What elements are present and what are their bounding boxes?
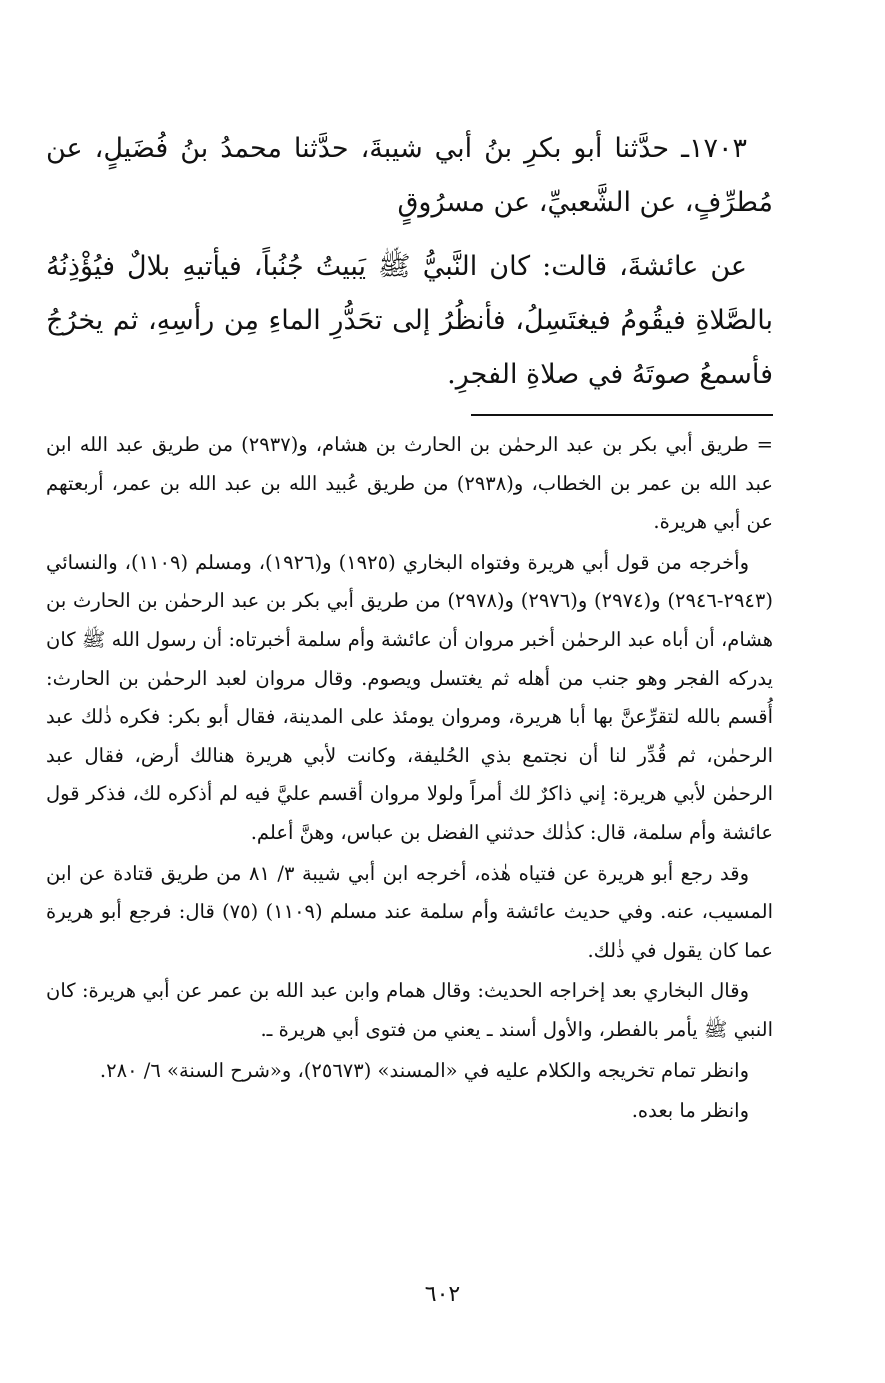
footnotes bbox=[46, 426, 773, 1131]
hadith-text bbox=[46, 122, 773, 402]
footnote-paragraph: وانظر ما بعده. bbox=[631, 1099, 749, 1123]
footnote-divider bbox=[471, 414, 773, 416]
footnote-paragraph: وقد رجع أبو هريرة عن فتياه هٰذه، أخرجه ابن أبي شيبة ٣/ ٨١ من طريق قتادة عن ابن المسيب، عنه. وفي حديث عائشة وأم سلمة عند مسلم (١١٠٩) (٧٥) قال: فرجع أبو هريرة عما كان يقول في ذٰلك. bbox=[46, 861, 774, 962]
footnote-paragraph: وأخرجه من قول أبي هريرة وفتواه البخاري (١٩٢٥) و(١٩٢٦)، ومسلم (١١٠٩)، والنسائي (٢٩٤٣-٢٩٤٦) و(٢٩٧٤) و(٢٩٧٦) و(٢٩٧٨) من طريق أبي بكر بن عبد الرحمٰن بن الحارث بن هشام، أن أباه عبد الرحمٰن أخبر مروان أن عائشة وأم سلمة أخبرتاه: أن رسول الله ﷺ كان يدركه الفجر وهو جنب من أهله ثم يغتسل ويصوم. وقال مروان لعبد الرحمٰن بن الحارث: أُقسم بالله لتقرِّعنَّ بها أبا هريرة، ومروان يومئذ على المدينة، فقال أبو بكر: فكره ذٰلك عبد الرحمٰن، ثم قُدِّر لنا أن نجتمع بذي الحُليفة، وكانت لأبي هريرة هنالك أرض، فقال عبد الرحمٰن لأبي هريرة: إني ذاكرٌ لك أمراً ولولا مروان أقسم عليَّ فيه لم أذكره لك، فذكر قول عائشة وأم سلمة، قال: كذٰلك حدثني الفضل بن عباس، وهنَّ أعلم. bbox=[46, 550, 773, 844]
footnote-paragraph: = طريق أبي بكر بن عبد الرحمٰن بن الحارث بن هشام، و(٢٩٣٧) من طريق عبد الله ابن عبد الله بن عمر بن الخطاب، و(٢٩٣٨) من طريق عُبيد الله بن عبد الله بن عمر، أربعتهم عن أبي هريرة. bbox=[46, 433, 774, 534]
hadith-matn: عن عائشةَ، قالت: كان النَّبيُّ ﷺ يَبيتُ جُنُباً، فيأتيهِ بلالٌ فيُؤْذِنُهُ بالصَّلاةِ فيقُومُ فيغتَسِلُ، فأنظُرُ إلى تحَدُّرِ الماءِ مِن رأسِهِ، ثم يخرُجُ فأسمعُ صوتَهُ في صلاةِ الفجرِ. bbox=[46, 251, 773, 390]
page-number: ٦٠٢ bbox=[424, 1282, 461, 1307]
hadith-isnad: ١٧٠٣ـ حدَّثنا أبو بكرِ بنُ أبي شيبةَ، حدَّثنا محمدُ بنُ فُضَيلٍ، عن مُطرِّفٍ، عن الشَّعبيِّ، عن مسرُوقٍ bbox=[46, 133, 773, 218]
page-body bbox=[46, 122, 773, 1133]
footnote-paragraph: وانظر تمام تخريجه والكلام عليه في «المسند» (٢٥٦٧٣)، و«شرح السنة» ٦/ ٢٨٠. bbox=[99, 1058, 749, 1082]
footnote-paragraph: وقال البخاري بعد إخراجه الحديث: وقال همام وابن عبد الله بن عمر عن أبي هريرة: كان النبي ﷺ يأمر بالفطر، والأول أسند ـ يعني من فتوى أبي هريرة ـ. bbox=[46, 979, 773, 1041]
